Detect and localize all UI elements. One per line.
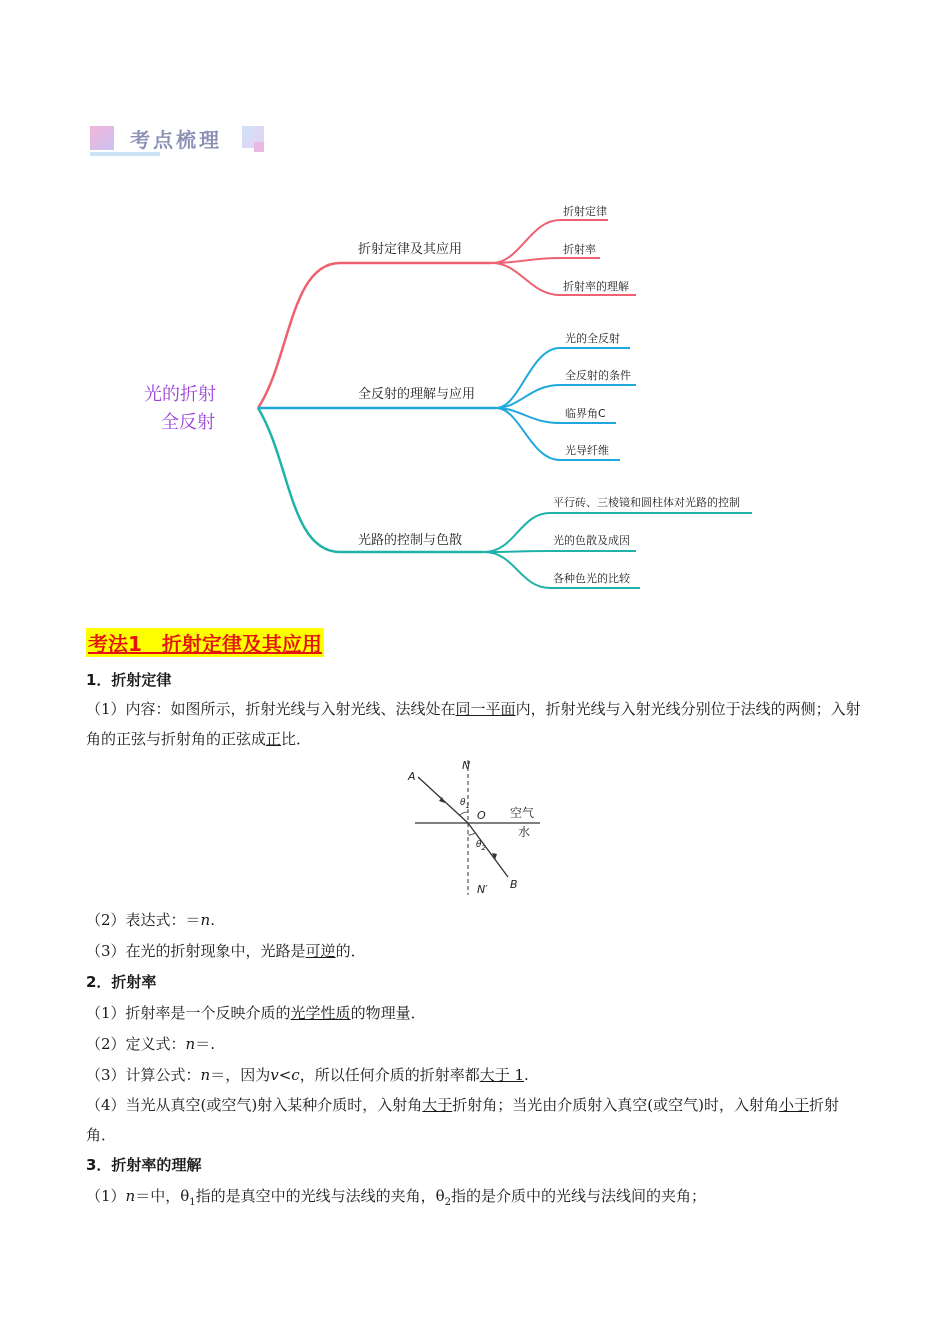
leaf-1-2: 折射率 [563,243,596,256]
heading-refractive-index: 2．折射率 [86,973,157,991]
paragraph-expression: （2）表达式：＝n. [86,911,215,929]
paragraph-theta: （1）n＝中，$\theta_1$指的是真空中的光线与法线的夹角，$\theta_2$指的是介质中的光线与法线间的夹角； [86,1187,707,1208]
leaf-1-3: 折射率的理解 [563,280,629,293]
leaf-3-3: 各种色光的比较 [553,572,630,585]
paragraph-angle-comparison: （4）当光从真空(或空气)射入某种介质时，入射角大于折射角；当光由介质射入真空(或空气)时，入射角小于折射角． [86,1096,840,1144]
paragraph-definition: （2）定义式：n＝. [86,1035,215,1053]
leaf-2-4: 光导纤维 [565,444,609,457]
svg-text:N′: N′ [477,883,488,896]
heading-index-understanding: 3．折射率的理解 [86,1156,202,1174]
svg-text:N: N [462,759,471,772]
paragraph-index-meaning: （1）折射率是一个反映介质的光学性质的物理量． [86,1004,426,1022]
svg-text:空气: 空气 [510,806,535,820]
paragraph-reversible: （3）在光的折射现象中，光路是可逆的． [86,942,366,960]
leaf-2-1: 光的全反射 [565,332,620,345]
paragraph-content: （1）内容：如图所示，折射光线与入射光线、法线处在同一平面内，折射光线与入射光线分别位于法线的两侧；入射角的正弦与折射角的正弦成正比． [86,700,861,748]
method-title: 考法1 折射定律及其应用 [86,628,324,657]
heading-refraction-law: 1．折射定律 [86,671,172,689]
leaf-2-2: 全反射的条件 [565,369,631,382]
leaf-3-2: 光的色散及成因 [553,534,630,547]
svg-text:水: 水 [518,825,531,839]
heading-title: 考点梳理 [130,128,222,152]
branch-label-1: 折射定律及其应用 [358,242,463,257]
branch-label-2: 全反射的理解与应用 [358,387,476,402]
section-heading [90,122,270,162]
leaf-2-3: 临界角C [565,407,606,420]
leaf-1-1: 折射定律 [563,205,607,218]
mindmap-root-line1: 光的折射 [144,384,216,405]
svg-text:B: B [510,878,518,891]
refraction-diagram [400,755,550,900]
paragraph-formula: （3）计算公式：n＝，因为v<c，所以任何介质的折射率都大于 1. [86,1066,529,1084]
mind-map [0,180,950,600]
svg-text:θ2: $\theta_2$ [476,840,486,852]
svg-text:θ1: $\theta_1$ [460,798,470,810]
branch-label-3: 光路的控制与色散 [358,533,463,548]
mindmap-root-line2: 全反射 [161,412,215,433]
mindmap-branch-light-path-dispersion [258,408,752,588]
heading-decoration-left [90,126,114,150]
heading-decoration-accent [254,142,264,152]
svg-text:O: O [477,809,486,822]
mindmap-branch-total-reflection [258,331,636,460]
leaf-3-1: 平行砖、三棱镜和圆柱体对光路的控制 [553,496,740,509]
svg-text:A: A [408,770,416,783]
